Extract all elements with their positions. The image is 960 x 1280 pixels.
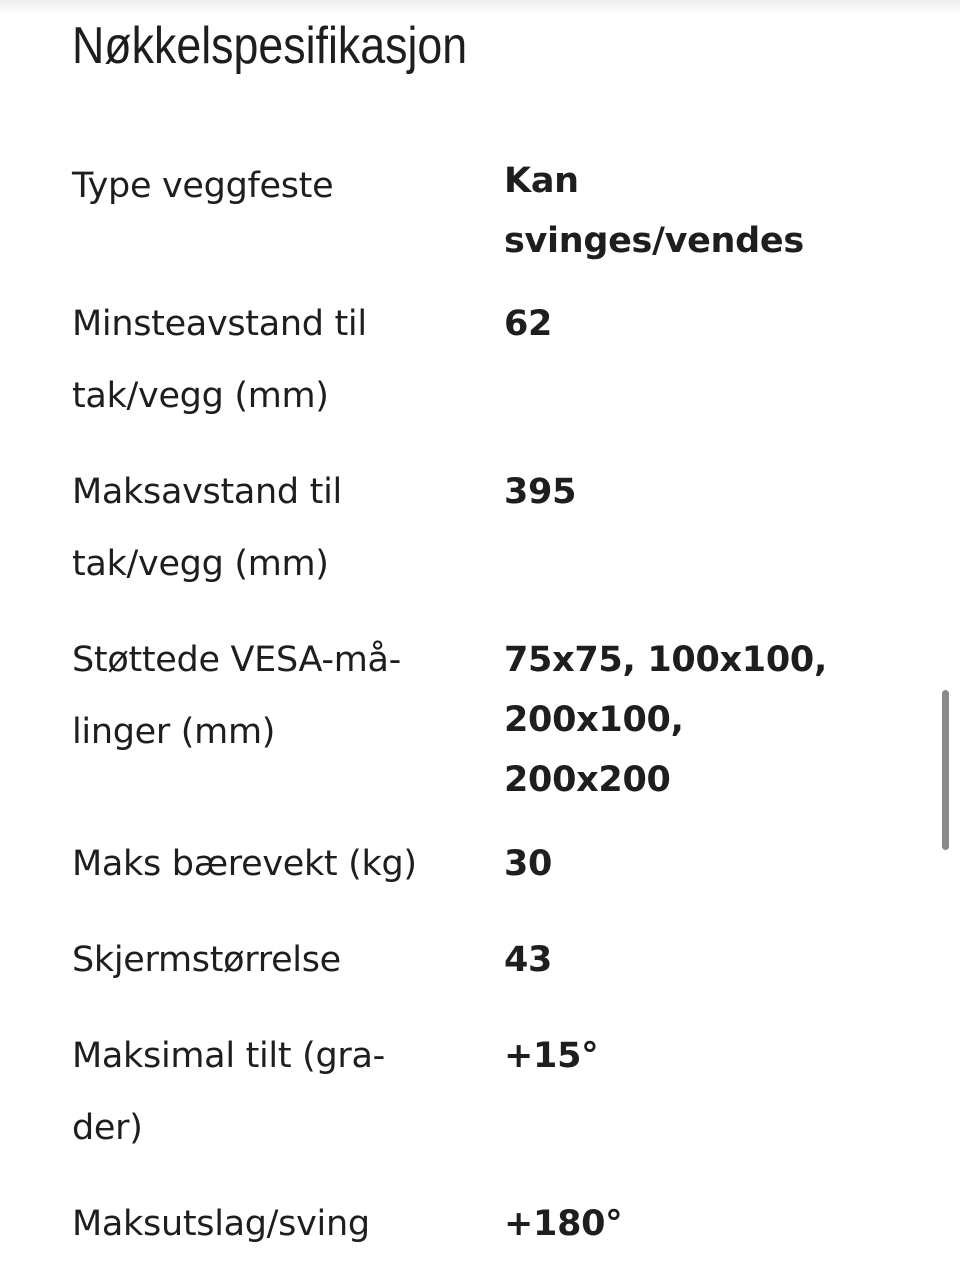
spec-label: Maksutslag/sving [72,1204,370,1244]
spec-label: Maksimal tilt (gra- der) [72,1036,385,1148]
spec-label: Støttede VESA-må- linger (mm) [72,640,402,752]
spec-value: 75x75, 100x100, 200x100, 200x200 [504,640,827,800]
spec-value: 43 [504,940,553,980]
scrollbar-thumb[interactable] [942,690,949,850]
spec-value: +180° [504,1204,623,1244]
spec-value: 62 [504,304,553,344]
section-title: Nøkkelspesifikasjon [72,17,468,75]
spec-value: +15° [504,1036,599,1076]
spec-label: Maks bærevekt (kg) [72,844,417,884]
spec-label: Skjermstørrelse [72,940,341,980]
spec-label: Minsteavstand til tak/vegg (mm) [72,304,367,416]
spec-value: 395 [504,472,577,512]
spec-label: Maksavstand til tak/vegg (mm) [72,472,342,584]
spec-value: Kan svinges/vendes [504,161,804,261]
spec-label: Type veggfeste [72,166,334,206]
spec-value: 30 [504,844,553,884]
